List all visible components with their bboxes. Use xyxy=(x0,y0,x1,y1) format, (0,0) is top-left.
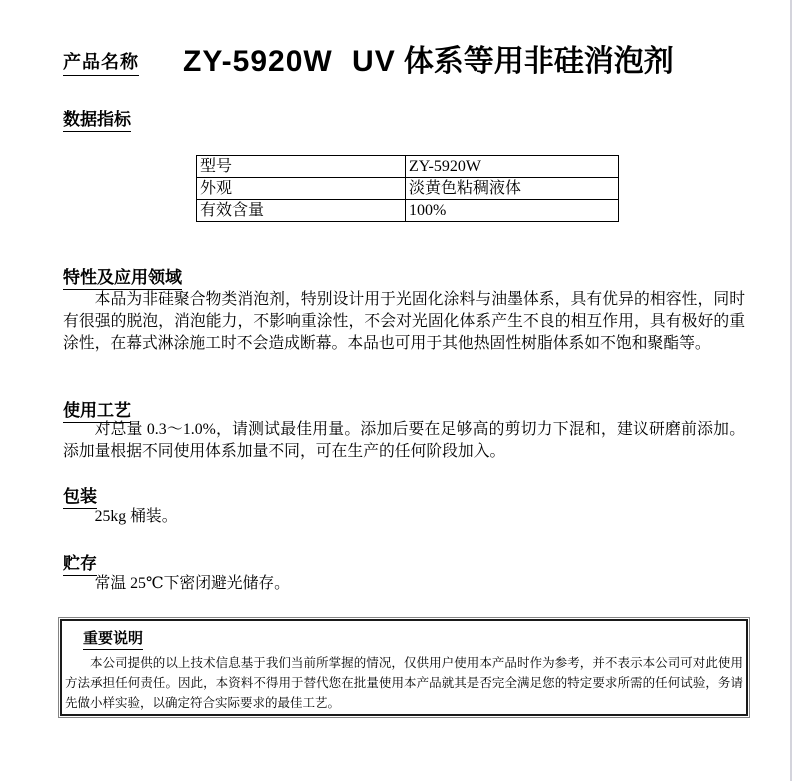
product-title-cjk: 体系等用非硅消泡剂 xyxy=(403,45,674,78)
product-title-model: ZY-5920W UV xyxy=(183,45,396,78)
usage-paragraph: 对总量 0.3～1.0%，请测试最佳用量。添加后要在足够高的剪切力下混和，建议研磨前添加。添加量根据不同使用体系加量不同，可在生产的任何阶段加入。 xyxy=(63,421,745,460)
table-row xyxy=(197,178,619,200)
storage-text: 常温 25℃下密闭避光储存。 xyxy=(94,575,290,592)
spec-value: 淡黄色粘稠液体 xyxy=(406,178,619,200)
notice-box-inner xyxy=(60,619,748,716)
product-name-label: 产品名称 xyxy=(63,48,139,76)
table-row xyxy=(197,156,619,178)
section-heading-packaging: 包装 xyxy=(63,482,97,509)
section-heading-usage: 使用工艺 xyxy=(63,396,131,423)
section-heading-storage: 贮存 xyxy=(63,549,97,576)
spec-value: 100% xyxy=(406,200,619,222)
packaging-text: 25kg 桶装。 xyxy=(94,508,178,525)
spec-table xyxy=(196,155,619,222)
spec-value: ZY-5920W xyxy=(406,156,619,178)
product-title xyxy=(183,36,674,80)
spec-key: 外观 xyxy=(197,178,406,200)
notice-paragraph: 本公司提供的以上技术信息基于我们当前所掌握的情况，仅供用户使用本产品时作为参考，并不表示本公司可对此使用方法承担任何责任。因此，本资料不得用于替代您在批量使用本产品就其是否完全满足您的特定要求所需的任何试验，务请先做小样实验，以确定符合实际要求的最佳工艺。 xyxy=(65,656,743,710)
notice-heading: 重要说明 xyxy=(83,627,143,650)
spec-key: 有效含量 xyxy=(197,200,406,222)
notice-box xyxy=(58,617,750,718)
features-paragraph: 本品为非硅聚合物类消泡剂，特别设计用于光固化涂料与油墨体系，具有优异的相容性，同时有很强的脱泡，消泡能力，不影响重涂性，不会对光固化体系产生不良的相互作用，具有极好的重涂性，在幕式淋涂施工时不会造成断幕。本品也可用于其他热固性树脂体系如不饱和聚酯等。 xyxy=(63,291,745,352)
table-row xyxy=(197,200,619,222)
page-edge-line xyxy=(790,0,792,781)
section-heading-features: 特性及应用领域 xyxy=(63,263,182,290)
section-heading-specs: 数据指标 xyxy=(63,105,131,132)
spec-key: 型号 xyxy=(197,156,406,178)
